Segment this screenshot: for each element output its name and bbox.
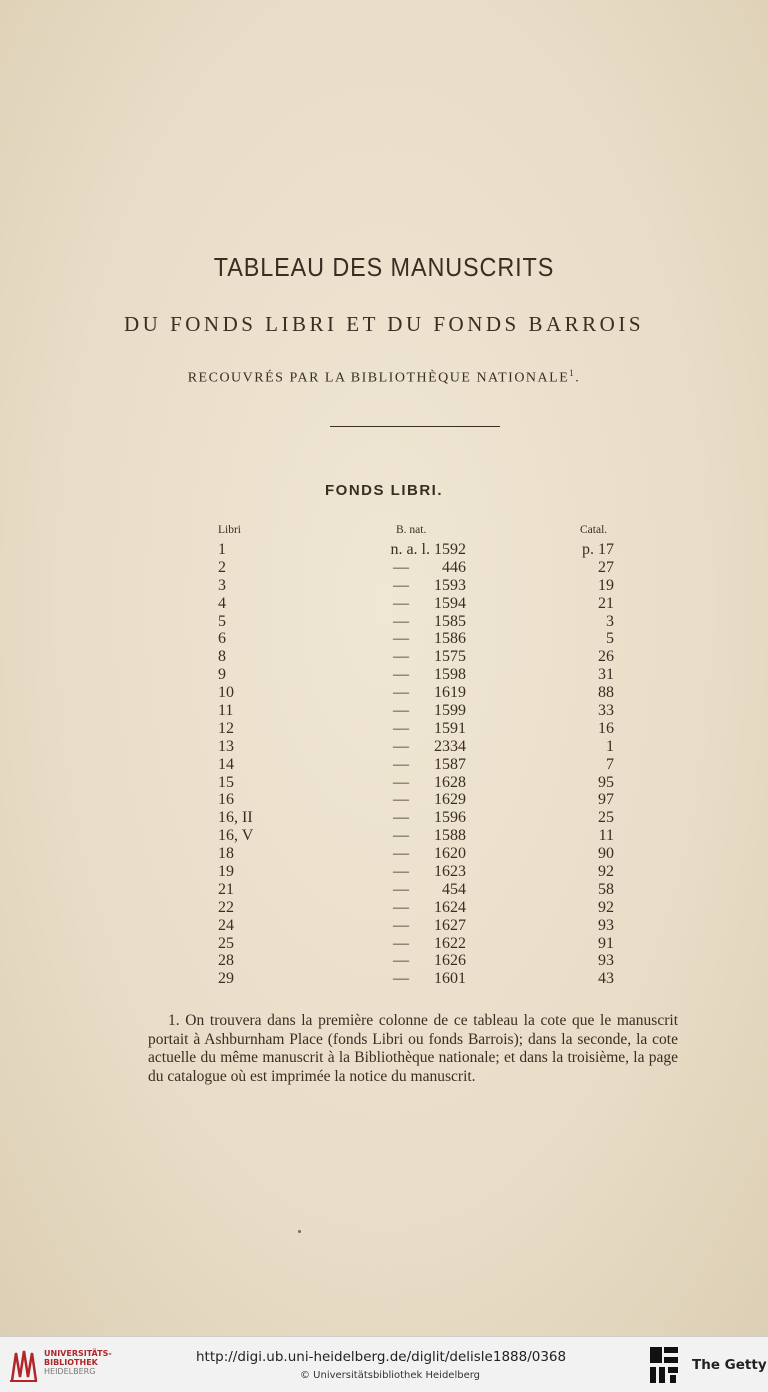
cell-catal: 11 — [598, 827, 614, 845]
cell-catal: 16 — [598, 719, 614, 737]
cell-catal: 19 — [598, 576, 614, 594]
page-title: TABLEAU DES MANUSCRITS — [213, 252, 555, 282]
cell-ditto-dash: — — [393, 558, 409, 576]
table-row — [0, 899, 768, 917]
cell-libri: 19 — [218, 863, 234, 881]
cell-libri: 15 — [218, 773, 234, 791]
table-row — [0, 577, 768, 595]
cell-libri: 25 — [218, 934, 234, 952]
table-row — [0, 666, 768, 684]
cell-libri: 16, II — [218, 809, 253, 827]
cell-bnat: n. a. l. 1592 — [390, 541, 466, 558]
cell-catal: 91 — [598, 934, 614, 952]
cell-ditto-dash: — — [393, 952, 409, 970]
cell-catal: 93 — [598, 916, 614, 934]
cell-libri: 24 — [218, 916, 234, 934]
cell-bnat: 446 — [442, 558, 466, 576]
table-row — [0, 559, 768, 577]
partner-name[interactable]: The Getty — [692, 1357, 767, 1373]
cell-ditto-dash: — — [393, 719, 409, 737]
cell-libri: 16, V — [218, 827, 254, 845]
table-row — [0, 541, 768, 559]
cell-bnat: 1623 — [434, 863, 466, 881]
page-subtitle: DU FONDS LIBRI ET DU FONDS BARROIS — [124, 312, 644, 336]
table-row — [0, 756, 768, 774]
footnote — [148, 1012, 678, 1086]
cell-catal: 31 — [598, 666, 614, 684]
cell-ditto-dash: — — [393, 845, 409, 863]
table-row — [0, 630, 768, 648]
table-row — [0, 648, 768, 666]
cell-libri: 1 — [218, 541, 226, 558]
cell-bnat: 1620 — [434, 845, 466, 863]
cell-catal: 21 — [598, 594, 614, 612]
cell-ditto-dash: — — [393, 576, 409, 594]
subtitle-text: RECOUVRÉS PAR LA BIBLIOTHÈQUE NATIONALE — [187, 370, 570, 386]
cell-libri: 16 — [218, 791, 234, 809]
cell-ditto-dash: — — [393, 791, 409, 809]
university-library-logo-icon[interactable] — [8, 1347, 38, 1383]
footnote-text: 1. On trouvera dans la première colonne de ce tableau la cote que le manuscrit portait à Ashburnham Place (fonds Libri ou fonds Barrois); dans la seconde, la cote actuelle du même manuscrit à la Bibliothèque nationale; et dans la troisième, la page du catalogue où est imprimée la notice du manuscrit. — [148, 1012, 678, 1085]
cell-catal: 25 — [598, 809, 614, 827]
cell-ditto-dash: — — [393, 916, 409, 934]
cell-libri: 2 — [218, 558, 226, 576]
cell-catal: 58 — [598, 880, 614, 898]
cell-catal: p. 17 — [582, 541, 614, 558]
getty-logo-icon[interactable] — [648, 1345, 680, 1385]
section-heading: FONDS LIBRI. — [325, 482, 443, 499]
cell-catal: 88 — [598, 684, 614, 702]
cell-bnat: 1628 — [434, 773, 466, 791]
cell-ditto-dash: — — [393, 755, 409, 773]
cell-bnat: 1586 — [434, 630, 466, 648]
cell-bnat: 1591 — [434, 719, 466, 737]
cell-ditto-dash: — — [393, 737, 409, 755]
cell-catal: 27 — [598, 558, 614, 576]
table-row — [0, 774, 768, 792]
cell-libri: 11 — [218, 702, 234, 720]
table-row — [0, 952, 768, 970]
library-name-line2: BIBLIOTHEK — [44, 1358, 98, 1367]
table-row — [0, 845, 768, 863]
cell-libri: 22 — [218, 898, 234, 916]
copyright-notice: © Universitätsbibliothek Heidelberg — [300, 1370, 481, 1381]
cell-catal: 92 — [598, 898, 614, 916]
cell-ditto-dash: — — [393, 863, 409, 881]
cell-bnat: 1622 — [434, 934, 466, 952]
cell-ditto-dash: — — [393, 648, 409, 666]
table-row — [0, 595, 768, 613]
cell-libri: 13 — [218, 737, 234, 755]
cell-catal: 90 — [598, 845, 614, 863]
table-row — [0, 827, 768, 845]
cell-ditto-dash: — — [393, 773, 409, 791]
cell-libri: 3 — [218, 576, 226, 594]
permalink-url[interactable]: http://digi.ub.uni-heidelberg.de/diglit/delisle1888/0368 — [196, 1349, 567, 1365]
cell-libri: 5 — [218, 612, 226, 630]
cell-catal: 7 — [606, 755, 614, 773]
cell-ditto-dash: — — [393, 827, 409, 845]
cell-libri: 18 — [218, 845, 234, 863]
table-row — [0, 809, 768, 827]
table-row — [0, 917, 768, 935]
cell-bnat: 1585 — [434, 612, 466, 630]
cell-catal: 93 — [598, 952, 614, 970]
table-row — [0, 738, 768, 756]
table-row — [0, 720, 768, 738]
cell-bnat: 454 — [442, 880, 466, 898]
cell-libri: 29 — [218, 970, 234, 988]
table-row — [0, 702, 768, 720]
cell-catal: 1 — [606, 737, 614, 755]
cell-ditto-dash: — — [393, 970, 409, 988]
cell-catal: 3 — [606, 612, 614, 630]
cell-ditto-dash: — — [393, 612, 409, 630]
cell-bnat: 1596 — [434, 809, 466, 827]
cell-ditto-dash: — — [393, 702, 409, 720]
cell-libri: 6 — [218, 630, 226, 648]
column-header-bnat: B. nat. — [396, 524, 427, 536]
concordance-table — [0, 541, 768, 988]
divider-rule — [330, 426, 500, 427]
cell-bnat: 1593 — [434, 576, 466, 594]
cell-libri: 14 — [218, 755, 234, 773]
cell-libri: 4 — [218, 594, 226, 612]
cell-ditto-dash: — — [393, 934, 409, 952]
university-library-name[interactable] — [44, 1349, 112, 1376]
cell-ditto-dash: — — [393, 594, 409, 612]
cell-libri: 9 — [218, 666, 226, 684]
cell-bnat: 1626 — [434, 952, 466, 970]
column-header-libri: Libri — [218, 524, 241, 536]
cell-bnat: 1575 — [434, 648, 466, 666]
cell-catal: 33 — [598, 702, 614, 720]
cell-bnat: 1594 — [434, 594, 466, 612]
table-row — [0, 613, 768, 631]
cell-bnat: 1629 — [434, 791, 466, 809]
cell-catal: 95 — [598, 773, 614, 791]
library-name-line1: UNIVERSITÄTS- — [44, 1349, 112, 1358]
column-header-catal: Catal. — [580, 524, 608, 536]
cell-bnat: 1598 — [434, 666, 466, 684]
cell-catal: 43 — [598, 970, 614, 988]
table-row — [0, 791, 768, 809]
table-row — [0, 935, 768, 953]
cell-bnat: 1587 — [434, 755, 466, 773]
cell-bnat: 1588 — [434, 827, 466, 845]
cell-libri: 28 — [218, 952, 234, 970]
cell-libri: 8 — [218, 648, 226, 666]
cell-ditto-dash: — — [393, 684, 409, 702]
table-row — [0, 881, 768, 899]
table-row — [0, 970, 768, 988]
cell-catal: 26 — [598, 648, 614, 666]
cell-ditto-dash: — — [393, 630, 409, 648]
cell-ditto-dash: — — [393, 666, 409, 684]
cell-bnat: 2334 — [434, 737, 466, 755]
cell-bnat: 1599 — [434, 702, 466, 720]
paper-speck — [298, 1230, 301, 1233]
cell-bnat: 1601 — [434, 970, 466, 988]
cell-bnat: 1627 — [434, 916, 466, 934]
library-name-line3: HEIDELBERG — [44, 1367, 96, 1376]
footnote-marker: 1 — [569, 368, 576, 378]
cell-libri: 21 — [218, 880, 234, 898]
cell-catal: 5 — [606, 630, 614, 648]
cell-bnat: 1624 — [434, 898, 466, 916]
table-row — [0, 684, 768, 702]
page-subtitle-2: RECOUVRÉS PAR LA BIBLIOTHÈQUE NATIONALE$^1$. — [187, 368, 581, 386]
cell-ditto-dash: — — [393, 809, 409, 827]
cell-libri: 10 — [218, 684, 234, 702]
cell-libri: 12 — [218, 719, 234, 737]
cell-catal: 97 — [598, 791, 614, 809]
cell-catal: 92 — [598, 863, 614, 881]
cell-ditto-dash: — — [393, 880, 409, 898]
cell-bnat: 1619 — [434, 684, 466, 702]
cell-ditto-dash: — — [393, 898, 409, 916]
table-row — [0, 863, 768, 881]
viewer-footer — [0, 1336, 768, 1392]
